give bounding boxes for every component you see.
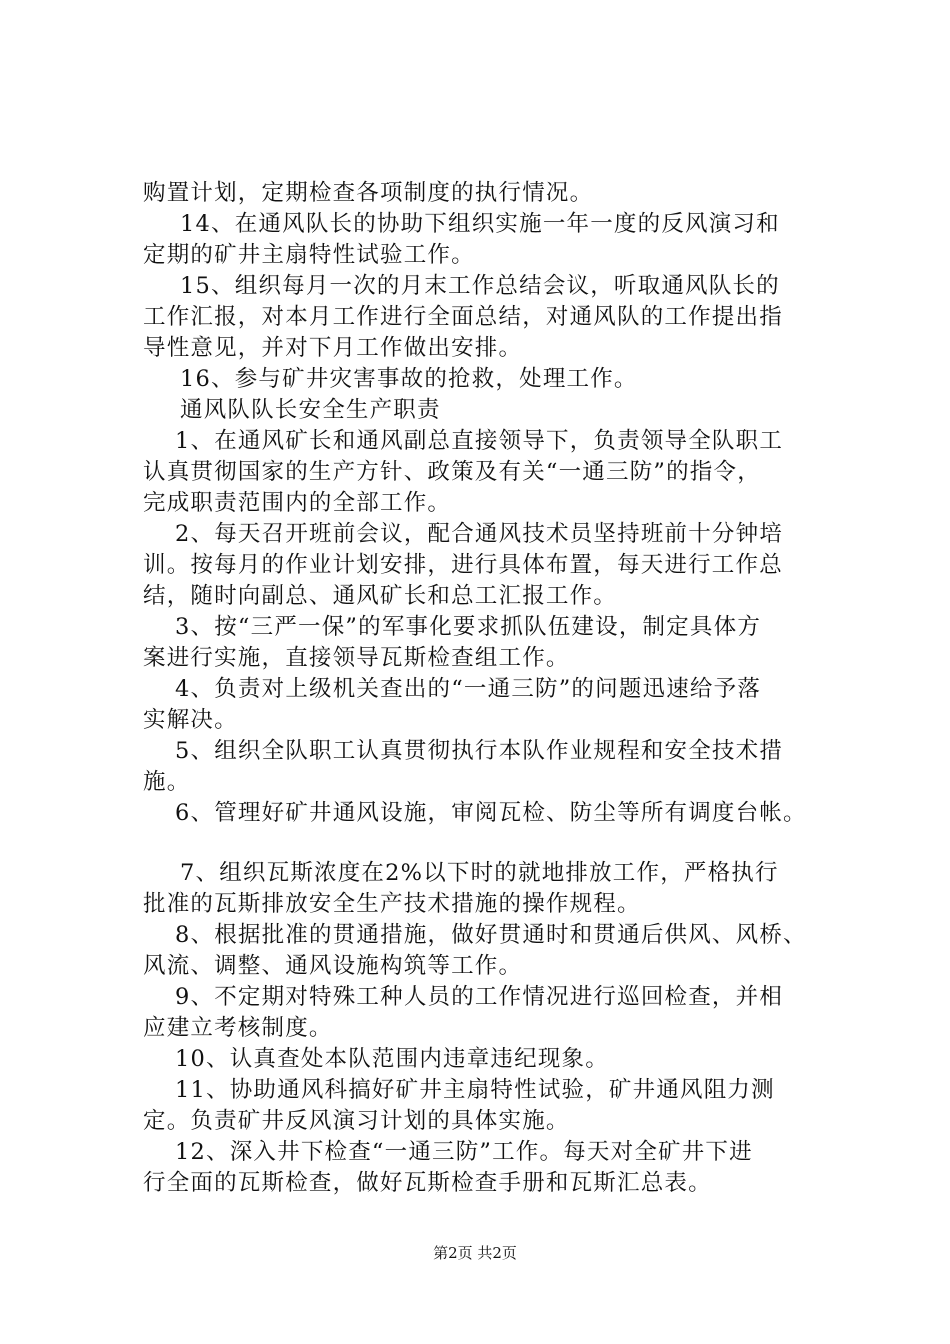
paragraph-line: 1、在通风矿长和通风副总直接领导下，负责领导全队职工	[175, 428, 784, 454]
paragraph-line: 4、负责对上级机关查出的“一通三防”的问题迅速给予落	[175, 676, 762, 702]
paragraph-line: 行全面的瓦斯检查，做好瓦斯检查手册和瓦斯汇总表。	[143, 1170, 712, 1196]
paragraph-line: 6、管理好矿井通风设施，审阅瓦检、防尘等所有调度台帐。	[175, 800, 807, 826]
paragraph-line: 15、组织每月一次的月末工作总结会议，听取通风队长的	[180, 273, 780, 299]
paragraph-line: 实解决。	[143, 707, 238, 733]
paragraph-line: 案进行实施，直接领导瓦斯检查组工作。	[143, 645, 570, 671]
paragraph-line: 10、认真查处本队范围内违章违纪现象。	[175, 1046, 609, 1072]
paragraph-line: 风流、调整、通风设施构筑等工作。	[143, 953, 523, 979]
paragraph-line: 14、在通风队长的协助下组织实施一年一度的反风演习和	[180, 211, 780, 237]
paragraph-line: 5、组织全队职工认真贯彻执行本队作业规程和安全技术措	[175, 738, 784, 764]
paragraph-line: 结，随时向副总、通风矿长和总工汇报工作。	[143, 583, 618, 609]
paragraph-line: 9、不定期对特殊工种人员的工作情况进行巡回检查，并相	[175, 984, 784, 1010]
paragraph-line: 7、组织瓦斯浓度在2%以下时的就地排放工作，严格执行	[180, 860, 779, 886]
paragraph-line: 完成职责范围内的全部工作。	[143, 490, 452, 516]
paragraph-line: 应建立考核制度。	[143, 1015, 333, 1041]
paragraph-line: 16、参与矿井灾害事故的抢救，处理工作。	[180, 366, 638, 392]
paragraph-line: 12、深入井下检查“一通三防”工作。每天对全矿井下进	[175, 1139, 753, 1165]
paragraph-line: 定。负责矿井反风演习计划的具体实施。	[143, 1108, 570, 1134]
paragraph-line: 施。	[143, 769, 191, 795]
paragraph-line: 购置计划，定期检查各项制度的执行情况。	[143, 180, 594, 206]
paragraph-line: 工作汇报，对本月工作进行全面总结，对通风队的工作提出指	[143, 304, 783, 330]
section-heading: 通风队队长安全生产职责	[180, 397, 441, 423]
paragraph-line: 定期的矿井主扇特性试验工作。	[143, 242, 475, 268]
paragraph-line: 11、协助通风科搞好矿井主扇特性试验，矿井通风阻力测	[175, 1077, 775, 1103]
paragraph-line: 认真贯彻国家的生产方针、政策及有关“一通三防”的指令，	[143, 459, 761, 485]
paragraph-line: 2、每天召开班前会议，配合通风技术员坚持班前十分钟培	[175, 521, 784, 547]
paragraph-line: 批准的瓦斯排放安全生产技术措施的操作规程。	[143, 891, 641, 917]
page-number-footer: 第2页 共2页	[433, 1244, 517, 1262]
paragraph-line: 3、按“三严一保”的军事化要求抓队伍建设，制定具体方	[175, 614, 762, 640]
paragraph-line: 训。按每月的作业计划安排，进行具体布置，每天进行工作总	[143, 552, 783, 578]
paragraph-line: 8、根据批准的贯通措施，做好贯通时和贯通后供风、风桥、	[175, 922, 807, 948]
paragraph-line: 导性意见，并对下月工作做出安排。	[143, 335, 523, 361]
